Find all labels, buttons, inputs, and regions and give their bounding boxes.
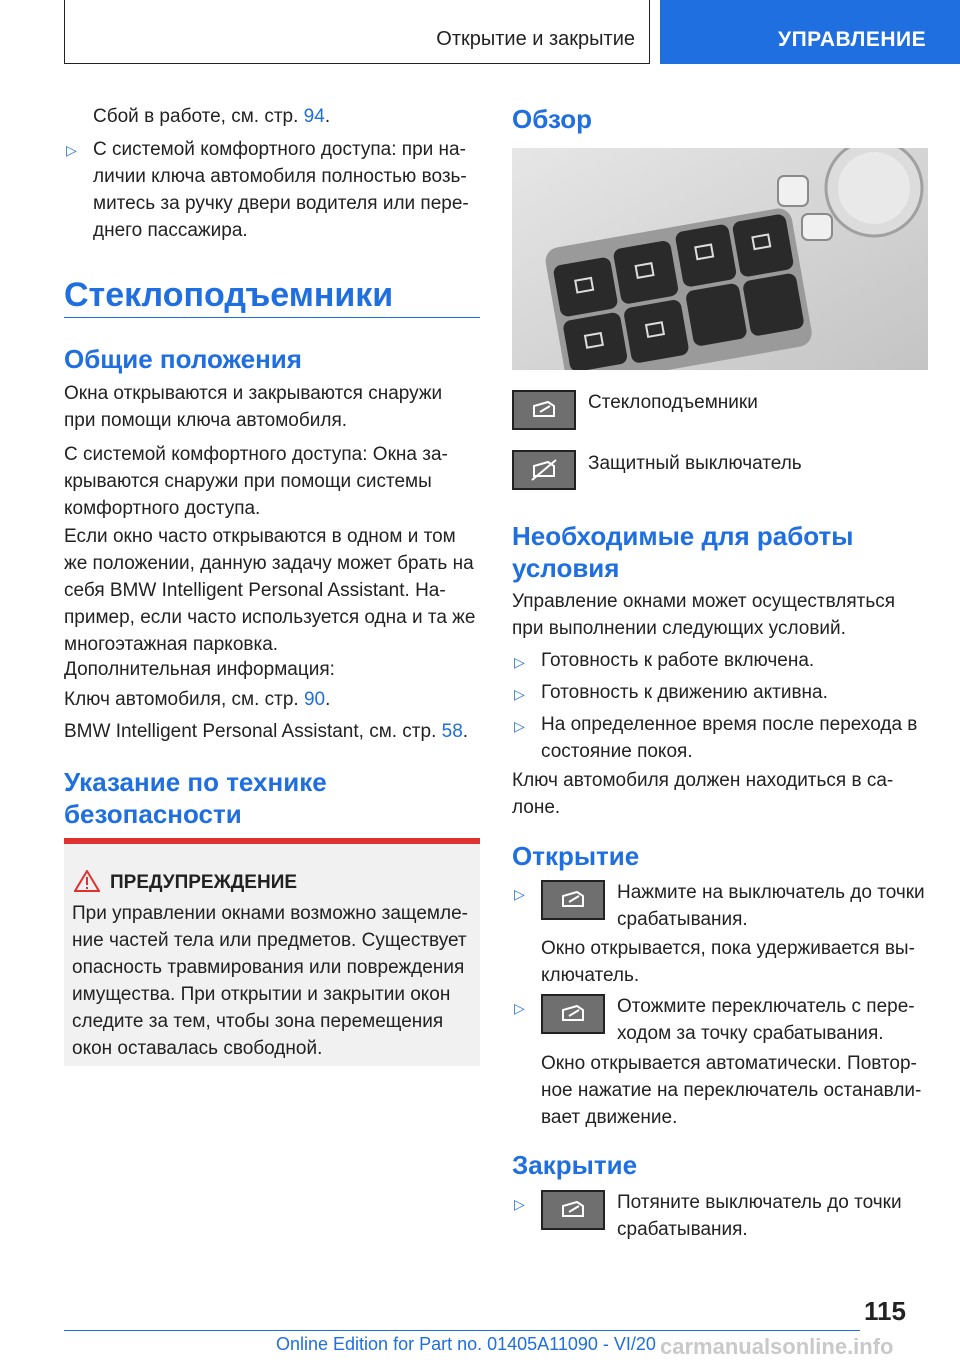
window-switch-panel-image xyxy=(512,148,928,370)
heading-conditions: Необходимые для работы условия xyxy=(512,521,854,583)
page-link-90[interactable]: 90 xyxy=(303,689,326,710)
more-info-label: Дополнительная информация: xyxy=(64,659,335,680)
open-step-2: Отожмите переключатель с пере- ходом за точку срабатывания. xyxy=(617,996,915,1044)
page-number: 115 xyxy=(864,1296,906,1326)
page-link-94[interactable]: 94 xyxy=(303,106,325,127)
header-section-box xyxy=(64,0,650,64)
window-switch-panel-photo xyxy=(512,148,928,370)
key-note: Ключ автомобиля должен находиться в са- лоне. xyxy=(512,770,894,818)
bullet-comfort-access: С системой комфортного доступа: при на- личии ключа автомобиля полностью возь- митесь за ручку двери водителя или пере- днего пассажира. xyxy=(93,139,469,241)
safety-switch-icon xyxy=(512,450,576,490)
heading-safety: Указание по технике безопасности xyxy=(64,767,327,829)
section-title-window-lifts: Стеклоподъемники xyxy=(64,276,394,314)
condition-drive: Готовность к движению активна. xyxy=(541,682,828,703)
window-lift-switch-icon xyxy=(541,994,605,1034)
legend-window-lifts: Стеклоподъемники xyxy=(588,392,758,413)
condition-standby: На определенное время после перехода в состояние покоя. xyxy=(541,714,918,762)
heading-general: Общие положения xyxy=(64,344,302,374)
reference-assistant: BMW Intelligent Personal Assistant, см. стр. 58. xyxy=(64,721,469,742)
page-link-58[interactable]: 58 xyxy=(441,721,463,742)
paragraph-comfort: С системой комфортного доступа: Окна за- крываются снаружи при помощи системы комфортного доступа. xyxy=(64,444,448,519)
warning-box xyxy=(64,838,480,1066)
warning-title: ПРЕДУПРЕЖДЕНИЕ xyxy=(110,872,298,893)
footer-rule xyxy=(64,1330,860,1331)
header-chapter-box xyxy=(660,0,960,64)
paragraph-assistant: Если окно часто открываются в одном и том же положении, данную задачу может брать на себя BMW Intelligent Personal Assistant. На- пример, если часто используется одна и та же многоэтажная парковка. xyxy=(64,526,476,655)
warning-text: При управлении окнами возможно защемле- ние частей тела или предметов. Существует опасность травмирования или повреждения имущества. При открытии и закрытии окон следите за тем, чтобы зона перемещения окон оставалась свободной. xyxy=(72,903,468,1059)
heading-closing: Закрытие xyxy=(512,1150,638,1180)
header-section-title: Открытие и закрытие xyxy=(436,28,635,50)
close-step-1: Потяните выключатель до точки срабатывания. xyxy=(617,1192,902,1240)
window-lift-switch-icon xyxy=(541,1190,605,1230)
warning-triangle-icon xyxy=(74,870,100,892)
reference-key: Ключ автомобиля, см. стр. 90. xyxy=(64,689,331,710)
header-chapter-title: УПРАВЛЕНИЕ xyxy=(778,28,927,51)
section-rule xyxy=(64,317,480,318)
footer-edition: Online Edition for Part no. 01405A11090 - VI/20 xyxy=(276,1334,656,1354)
condition-ready: Готовность к работе включена. xyxy=(541,650,815,671)
bullet-marker: ▷ xyxy=(66,142,77,158)
window-lift-switch-icon xyxy=(541,880,605,920)
paragraph-key: Окна открываются и закрываются снаружи при помощи ключа автомобиля. xyxy=(64,383,443,431)
heading-opening: Открытие xyxy=(512,841,640,871)
heading-overview: Обзор xyxy=(512,104,592,134)
continuation-line: Сбой в работе, см. стр. 94. xyxy=(93,106,331,127)
open-step-2-note: Окно открывается автоматически. Повтор- ное нажатие на переключатель останавли- вает движение. xyxy=(541,1053,922,1128)
open-step-1: Нажмите на выключатель до точки срабатывания. xyxy=(617,882,925,930)
open-step-1-note: Окно открывается, пока удерживается вы- ключатель. xyxy=(541,938,915,986)
window-lift-switch-icon xyxy=(512,390,576,430)
conditions-intro: Управление окнами может осуществляться при выполнении следующих условий. xyxy=(512,591,896,639)
legend-safety-switch: Защитный выключатель xyxy=(588,453,802,474)
watermark: carmanualsonline.info xyxy=(660,1334,894,1359)
